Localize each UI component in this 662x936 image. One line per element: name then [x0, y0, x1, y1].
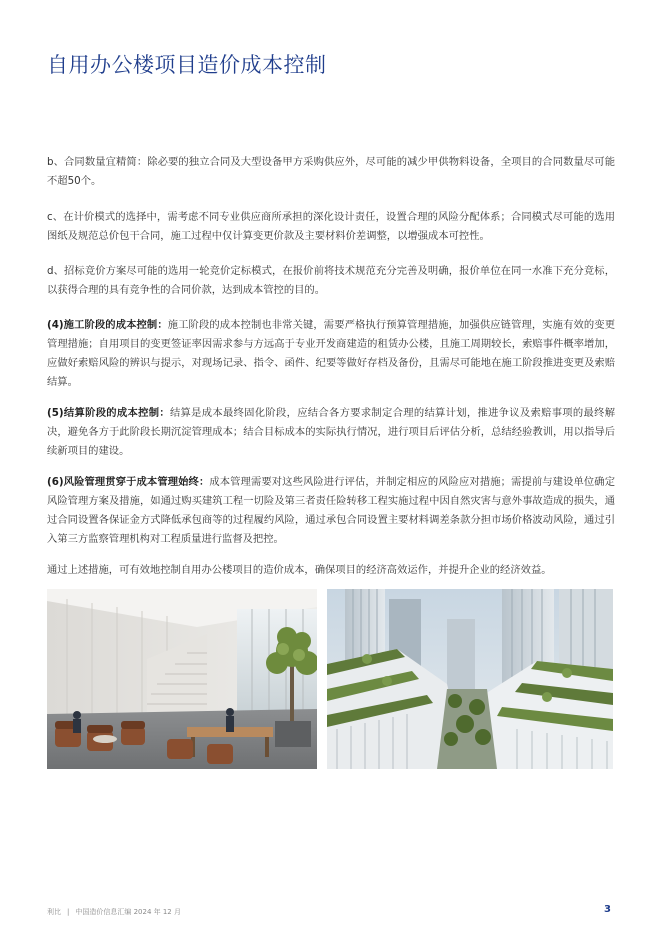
footer-publication: 中国造价信息汇编 2024 年 12 月: [75, 908, 181, 916]
section-risk-management: [47, 473, 615, 549]
footer-divider: |: [67, 908, 70, 916]
page-title: 自用办公楼项目造价成本控制: [47, 53, 327, 77]
section-heading: (6)风险管理贯穿于成本管理始终：: [47, 476, 210, 488]
section-body: 成本管理需要对这些风险进行评估，并制定相应的风险应对措施；需提前与建设单位确定风险管理方案及措施，如通过购买建筑工程一切险及第三者责任险转移工程实施过程中因自然灾害与意外事故造成的损失，通过合同设置各保证金方式降低承包商等的过程履约风险，通过承包合同设置主要材料调差条款分担市场价格波动风险，通过引入第三方监察管理机构对工程质量进行监督及把控。: [47, 476, 615, 545]
section-heading: (4)施工阶段的成本控制：: [47, 319, 168, 331]
footer-source: [47, 907, 181, 917]
paragraph-conclusion: 通过上述措施，可有效地控制自用办公楼项目的造价成本，确保项目的经济高效运作，并提升企业的经济效益。: [47, 564, 552, 576]
office-lounge-photo: [47, 589, 317, 769]
paragraph-d: d、招标竞价方案尽可能的选用一轮竞价定标模式，在报价前将技术规范充分完善及明确，报价单位在同一水准下充分竞标，以获得合理的具有竞争性的合同价款，达到成本管控的目的。: [47, 265, 615, 296]
section-settlement-cost: [47, 404, 615, 461]
section-body: 施工阶段的成本控制也非常关键，需要严格执行预算管理措施，加强供应链管理，实施有效的变更管理措施；自用项目的变更签证率因需求参与方远高于专业开发商建造的租赁办公楼，且施工周期较长，索赔事件概率增加，应做好索赔风险的辨识与提示，对现场记录、指令、函件、纪要等做好存档及备份，且需尽可能地在施工阶段推进变更及索赔结算。: [47, 319, 616, 388]
section-construction-cost: [47, 316, 615, 392]
paragraph-b: b、合同数量宜精简：除必要的独立合同及大型设备甲方采购供应外，尽可能的减少甲供物料设备，全项目的合同数量尽可能不超50个。: [47, 156, 615, 187]
section-body: 结算是成本最终固化阶段，应结合各方要求制定合理的结算计划，推进争议及索赔事项的最终解决，避免各方于此阶段长期沉淀管理成本；结合目标成本的实际执行情况，进行项目后评估分析，总结经验教训，用以指导后续新项目的建设。: [47, 407, 616, 457]
footer-brand: 利比: [47, 908, 61, 916]
paragraph-c: c、在计价模式的选择中，需考虑不同专业供应商所承担的深化设计责任，设置合理的风险分配体系；合同模式尽可能的选用图纸及规范总价包干合同，施工过程中仅计算变更价款及主要材料价差调整，以增强成本可控性。: [47, 211, 615, 242]
section-heading: (5)结算阶段的成本控制：: [47, 407, 170, 419]
green-terrace-towers-photo: [327, 589, 613, 769]
page-number: 3: [604, 904, 611, 915]
